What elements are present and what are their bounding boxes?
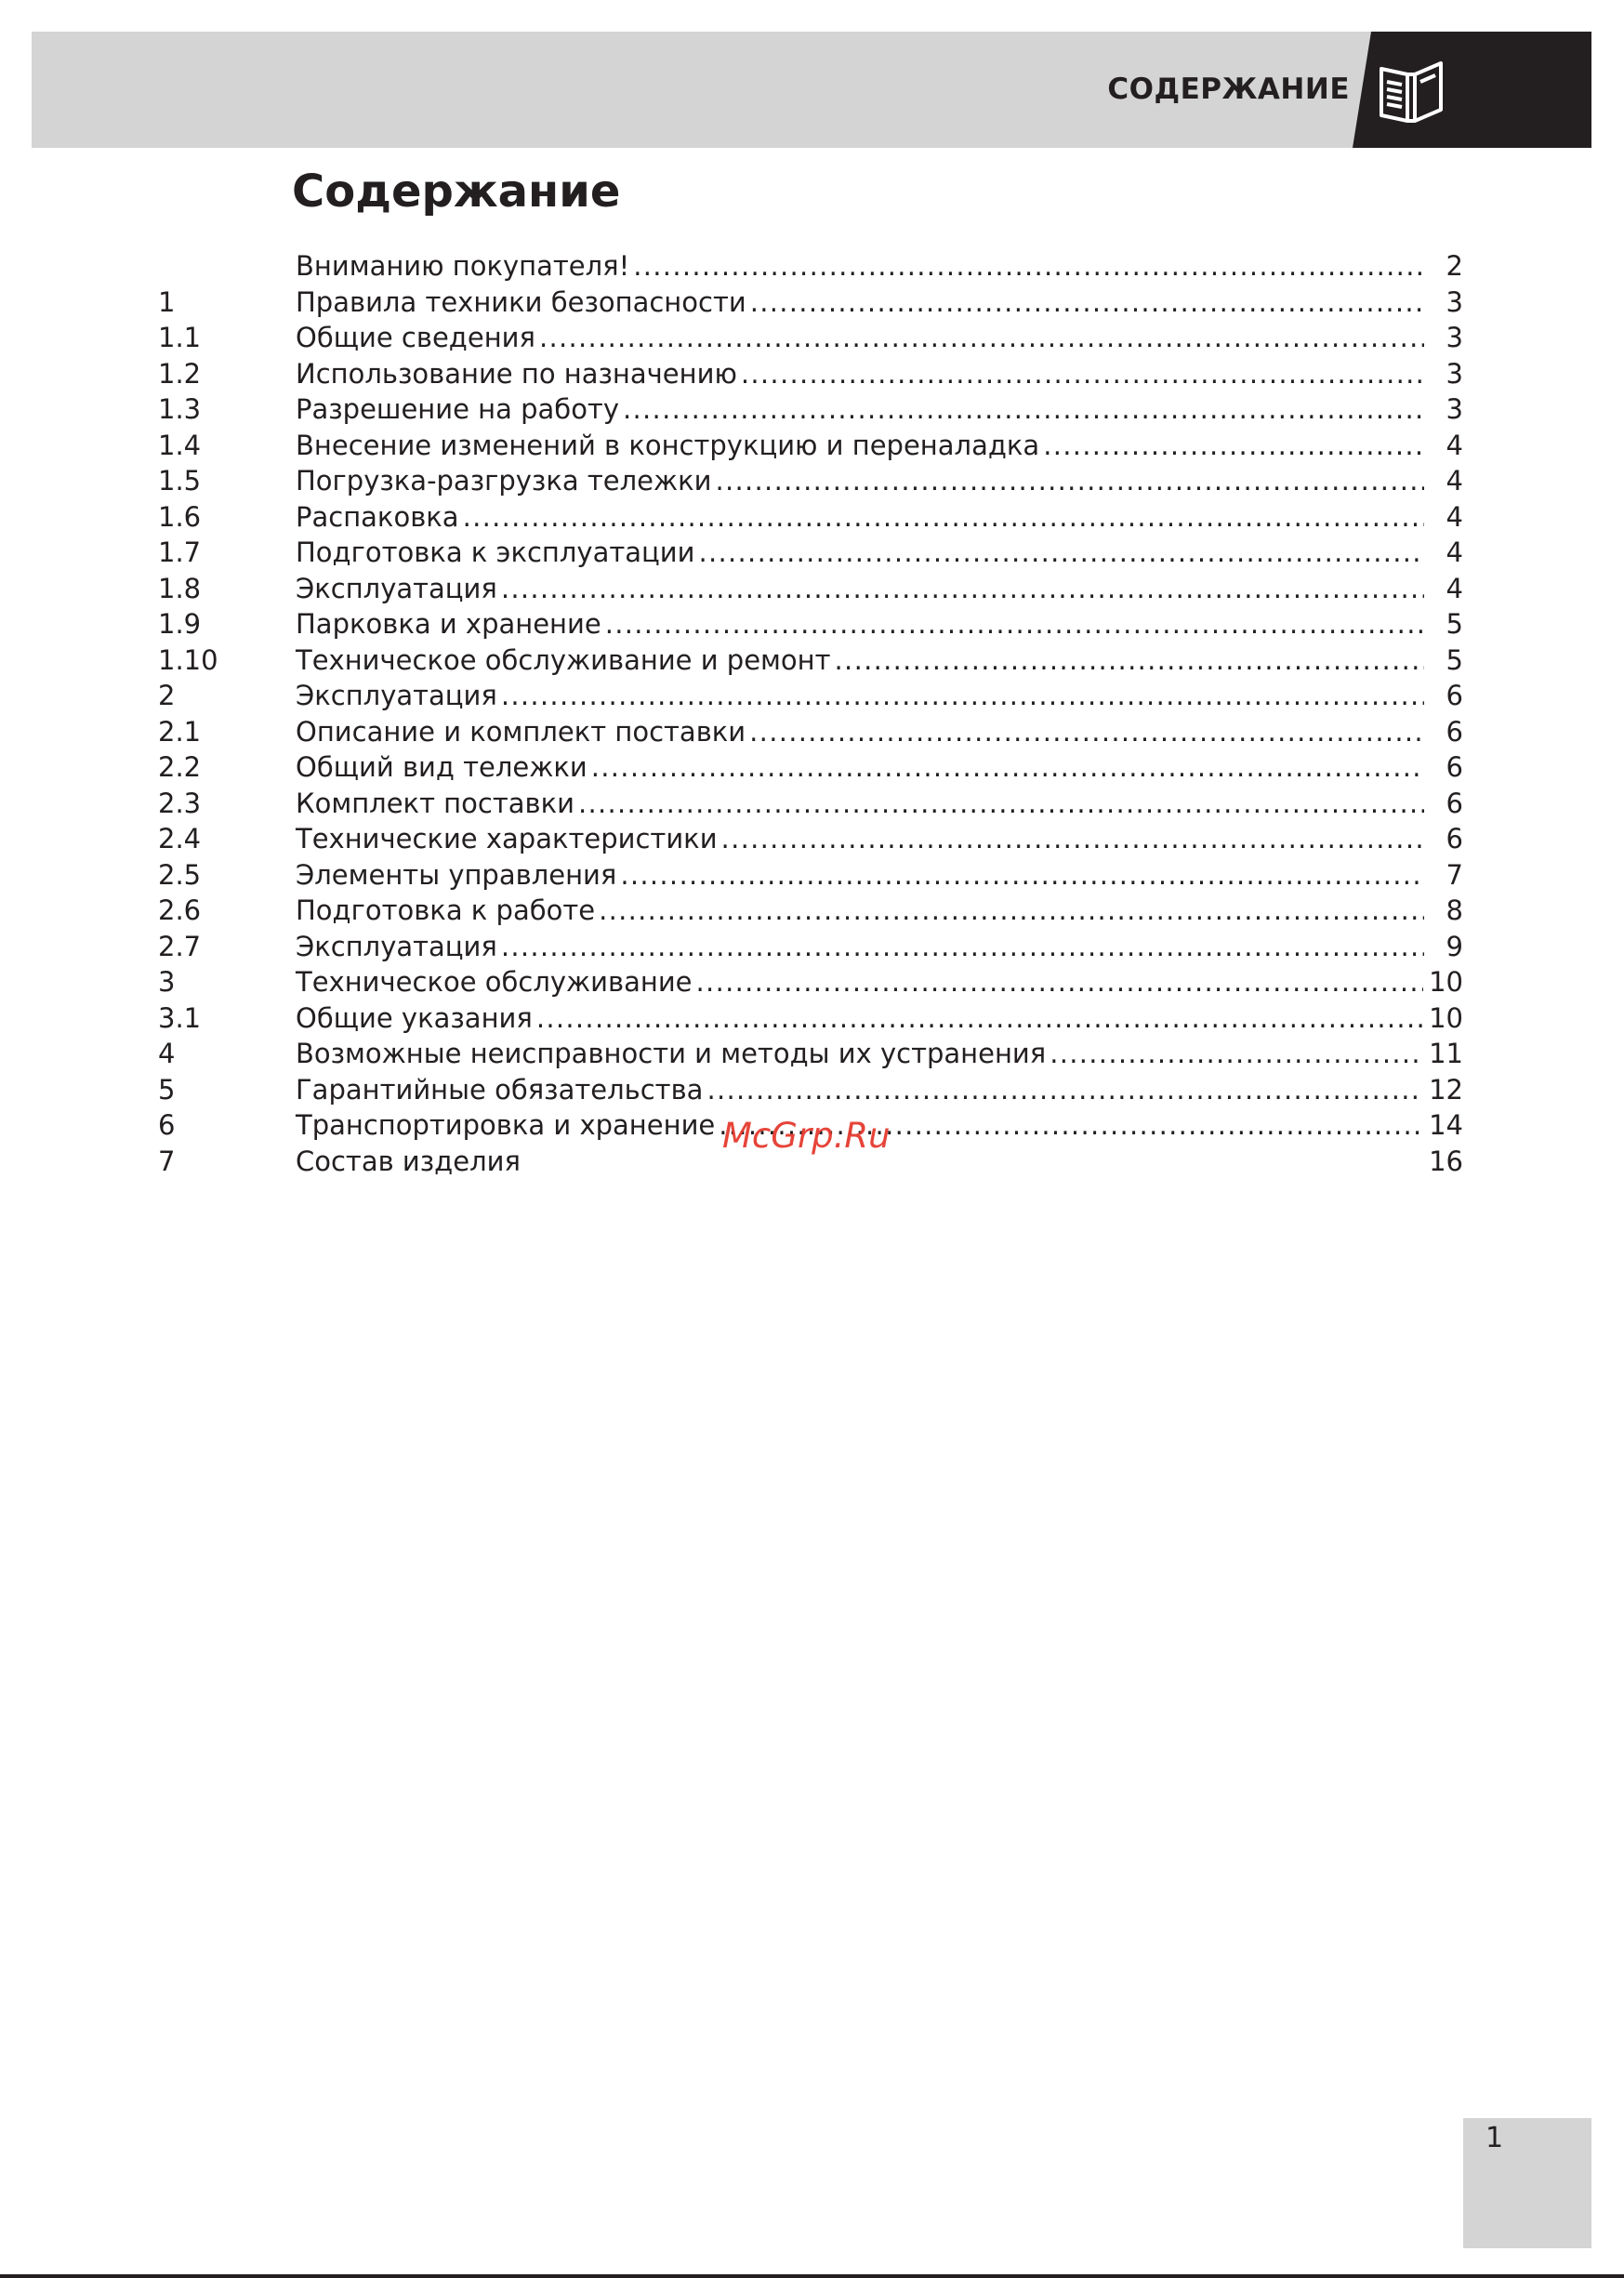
toc-section-number: 1.10 [158, 643, 218, 676]
toc-label: Техническое обслуживание [296, 966, 693, 998]
toc-section-number: 2.6 [158, 894, 202, 926]
toc-label: Комплект поставки [296, 787, 574, 819]
toc-label: Эксплуатация [296, 930, 497, 962]
toc-entry [296, 285, 1463, 321]
toc-row[interactable] [0, 821, 1624, 857]
toc-page-number: 8 [1446, 894, 1463, 926]
toc-label: Распаковка [296, 500, 459, 533]
toc-dot-leader [620, 857, 1424, 894]
toc-entry [296, 857, 1463, 894]
toc-dot-leader [750, 285, 1424, 321]
toc-dot-leader [578, 786, 1424, 822]
toc-page-number: 4 [1446, 500, 1463, 533]
toc-entry [296, 678, 1463, 714]
toc-row[interactable] [0, 606, 1624, 642]
toc-row[interactable] [0, 285, 1624, 321]
toc-dot-leader [501, 678, 1424, 714]
toc-label: Общий вид тележки [296, 751, 588, 783]
toc-page-number: 5 [1446, 608, 1463, 640]
toc-dot-leader [501, 571, 1424, 607]
toc-page-number: 3 [1446, 357, 1463, 390]
toc-label: Общие указания [296, 1001, 533, 1034]
toc-label: Использование по назначению [296, 357, 737, 390]
table-of-contents [0, 248, 1624, 1179]
toc-row[interactable] [0, 320, 1624, 356]
toc-page-number: 6 [1446, 751, 1463, 783]
watermark: McGrp.Ru [722, 1116, 891, 1156]
toc-section-number: 2.7 [158, 930, 202, 962]
toc-section-number: 1.4 [158, 429, 202, 461]
toc-page-number: 9 [1446, 930, 1463, 962]
toc-entry [296, 571, 1463, 607]
toc-entry [296, 499, 1463, 536]
toc-dot-leader [501, 929, 1424, 965]
toc-entry [296, 929, 1463, 965]
toc-entry [296, 248, 1463, 285]
toc-dot-leader [633, 248, 1424, 285]
toc-entry [296, 356, 1463, 392]
toc-label: Состав изделия [296, 1145, 521, 1177]
toc-row[interactable] [0, 571, 1624, 607]
toc-row[interactable] [0, 749, 1624, 786]
toc-entry [296, 535, 1463, 571]
toc-dot-leader [463, 499, 1424, 536]
toc-dot-leader [605, 606, 1424, 642]
toc-page-number: 10 [1429, 1001, 1463, 1034]
toc-entry [296, 964, 1463, 1000]
toc-dot-leader [706, 1072, 1423, 1108]
toc-row[interactable] [0, 391, 1624, 428]
toc-page-number: 3 [1446, 285, 1463, 318]
toc-entry [296, 749, 1463, 786]
toc-page-number: 6 [1446, 680, 1463, 711]
toc-dot-leader [696, 964, 1424, 1000]
toc-section-number: 2.4 [158, 823, 202, 854]
toc-dot-leader [539, 320, 1424, 356]
toc-page-number: 10 [1429, 966, 1463, 998]
toc-entry [296, 391, 1463, 428]
toc-label: Гарантийные обязательства [296, 1073, 704, 1106]
toc-section-number: 1.8 [158, 572, 202, 604]
toc-label: Возможные неисправности и методы их устранения [296, 1038, 1047, 1069]
toc-section-number: 1.9 [158, 608, 202, 640]
toc-entry [296, 1036, 1463, 1072]
toc-row[interactable] [0, 893, 1624, 929]
toc-page-number: 4 [1446, 429, 1463, 461]
toc-page-number: 3 [1446, 322, 1463, 353]
open-book-icon [1374, 54, 1448, 128]
toc-page-number: 14 [1429, 1109, 1463, 1141]
toc-label: Описание и комплект поставки [296, 715, 746, 748]
toc-dot-leader [749, 714, 1424, 750]
toc-row[interactable] [0, 1036, 1624, 1072]
toc-section-number: 1 [158, 285, 176, 318]
toc-row[interactable] [0, 248, 1624, 285]
toc-dot-leader [599, 893, 1424, 929]
toc-row[interactable] [0, 1000, 1624, 1037]
toc-row[interactable] [0, 1072, 1624, 1108]
toc-entry [296, 606, 1463, 642]
toc-entry [296, 463, 1463, 499]
toc-page-number: 4 [1446, 572, 1463, 604]
toc-entry [296, 320, 1463, 356]
toc-section-number: 3.1 [158, 1001, 202, 1034]
toc-section-number: 1.6 [158, 500, 202, 533]
toc-dot-leader [1050, 1036, 1423, 1072]
toc-row[interactable] [0, 714, 1624, 750]
toc-row[interactable] [0, 929, 1624, 965]
toc-label: Подготовка к эксплуатации [296, 536, 695, 568]
toc-entry [296, 786, 1463, 822]
toc-row[interactable] [0, 535, 1624, 571]
toc-entry [296, 821, 1463, 857]
toc-dot-leader [623, 391, 1424, 428]
toc-row[interactable] [0, 356, 1624, 392]
toc-section-number: 2 [158, 680, 176, 711]
toc-dot-leader [835, 642, 1424, 679]
header-section-title: СОДЕРЖАНИЕ [1107, 73, 1350, 106]
toc-label: Парковка и хранение [296, 608, 601, 640]
toc-label: Транспортировка и хранение [296, 1109, 716, 1141]
toc-label: Эксплуатация [296, 680, 497, 711]
toc-label: Эксплуатация [296, 572, 497, 604]
toc-page-number: 16 [1429, 1145, 1463, 1177]
page-number: 1 [1485, 2122, 1504, 2154]
toc-section-number: 7 [158, 1145, 176, 1177]
toc-section-number: 4 [158, 1038, 176, 1069]
toc-section-number: 2.5 [158, 858, 202, 891]
toc-dot-leader [698, 535, 1424, 571]
toc-entry [296, 1000, 1463, 1037]
toc-entry [296, 642, 1463, 679]
toc-row[interactable] [0, 499, 1624, 536]
toc-page-number: 12 [1429, 1073, 1463, 1106]
toc-section-number: 5 [158, 1073, 176, 1106]
toc-page-number: 4 [1446, 465, 1463, 497]
toc-label: Разрешение на работу [296, 393, 619, 425]
toc-label: Погрузка-разгрузка тележки [296, 465, 712, 497]
toc-row[interactable] [0, 964, 1624, 1000]
toc-page-number: 6 [1446, 715, 1463, 748]
toc-dot-leader [741, 356, 1424, 392]
toc-section-number: 1.3 [158, 393, 202, 425]
toc-section-number: 2.1 [158, 715, 202, 748]
toc-label: Технические характеристики [296, 823, 718, 854]
toc-page-number: 7 [1446, 858, 1463, 891]
toc-page-number: 5 [1446, 643, 1463, 676]
toc-section-number: 1.7 [158, 536, 202, 568]
toc-row[interactable] [0, 642, 1624, 679]
page-number-box [1463, 2118, 1591, 2248]
toc-section-number: 6 [158, 1109, 176, 1141]
toc-row[interactable] [0, 463, 1624, 499]
toc-label: Элементы управления [296, 858, 617, 891]
toc-dot-leader [715, 463, 1424, 499]
toc-page-number: 11 [1429, 1038, 1463, 1069]
toc-entry [296, 714, 1463, 750]
toc-row[interactable] [0, 786, 1624, 822]
toc-section-number: 1.2 [158, 357, 202, 390]
toc-label: Внесение изменений в конструкцию и переналадка [296, 429, 1040, 461]
toc-label: Правила техники безопасности [296, 285, 746, 318]
toc-page-number: 6 [1446, 787, 1463, 819]
toc-section-number: 3 [158, 966, 176, 998]
toc-row[interactable] [0, 857, 1624, 894]
toc-section-number: 2.3 [158, 787, 202, 819]
toc-label: Техническое обслуживание и ремонт [296, 643, 831, 676]
toc-entry [296, 428, 1463, 464]
toc-dot-leader [591, 749, 1424, 786]
toc-label: Общие сведения [296, 322, 535, 353]
toc-page-number: 3 [1446, 393, 1463, 425]
toc-label: Подготовка к работе [296, 894, 596, 926]
toc-entry [296, 1072, 1463, 1108]
toc-section-number: 1.1 [158, 322, 202, 353]
toc-dot-leader [721, 821, 1424, 857]
toc-dot-leader [1043, 428, 1424, 464]
toc-dot-leader [536, 1000, 1423, 1037]
toc-page-number: 2 [1446, 250, 1463, 282]
toc-row[interactable] [0, 428, 1624, 464]
bottom-rule [0, 2274, 1624, 2278]
toc-entry [296, 893, 1463, 929]
toc-section-number: 1.5 [158, 465, 202, 497]
toc-page-number: 4 [1446, 536, 1463, 568]
toc-page-number: 6 [1446, 823, 1463, 854]
page-title: Содержание [292, 166, 621, 218]
toc-section-number: 2.2 [158, 751, 202, 783]
toc-label: Вниманию покупателя! [296, 250, 630, 282]
toc-row[interactable] [0, 678, 1624, 714]
